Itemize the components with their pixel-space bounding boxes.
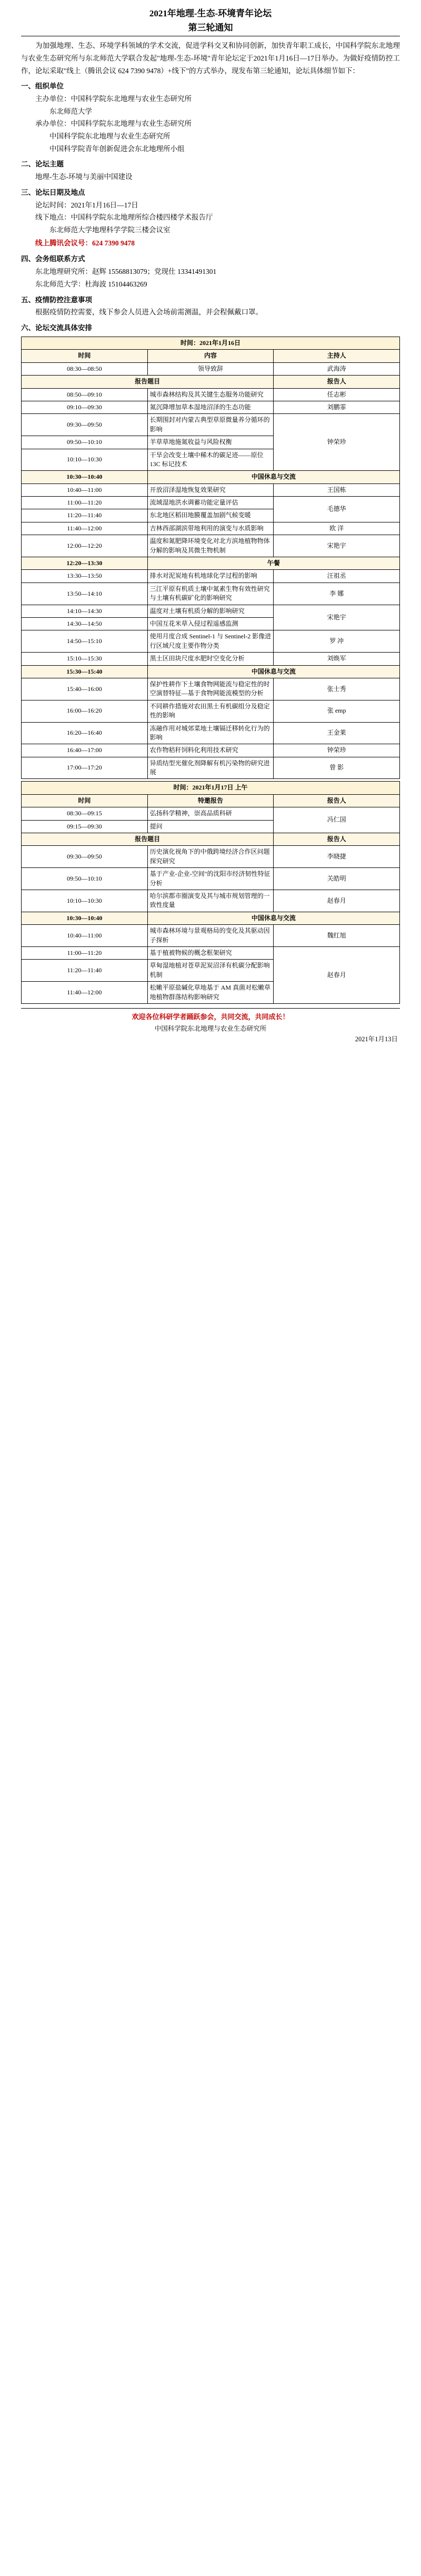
section-line: 中国科学院东北地理与农业生态研究所 xyxy=(49,132,171,141)
document-title xyxy=(21,6,400,36)
cell-content: 羊草草地施氮收益与风险权衡 xyxy=(147,436,274,449)
cell-time: 09:50—10:10 xyxy=(22,868,148,890)
cell-time: 16:20—16:40 xyxy=(22,722,148,744)
table-row-break xyxy=(22,665,400,678)
table-row xyxy=(22,946,400,959)
section-line: 线下地点：中国科学院东北地理所综合楼四楼学术报告厅 xyxy=(35,213,213,222)
section-organizers xyxy=(21,81,400,155)
cell-break-label: 午餐 xyxy=(147,557,399,570)
online-meeting-id: 线上腾讯会议号：624 7390 9478 xyxy=(35,239,135,247)
title-line-1: 2021年地理-生态-环境青年论坛 xyxy=(149,8,272,18)
table-row xyxy=(22,388,400,401)
cell-report-title-band: 报告题目 xyxy=(22,376,274,388)
table-row xyxy=(22,925,400,947)
cell-content: 开放沼泽湿地恢复效果研究 xyxy=(147,483,274,496)
table-row-break xyxy=(22,471,400,483)
cell-chair: 赵春月 xyxy=(274,946,400,1003)
section-line: 东北师范大学：杜海波 15104463269 xyxy=(35,280,147,288)
table-row xyxy=(22,401,400,413)
section-line: 东北师范大学 xyxy=(49,107,92,115)
cell-time: 16:00—16:20 xyxy=(22,700,148,722)
cell-presenter: 刘焕军 xyxy=(274,653,400,665)
cell-presenter-band: 报告人 xyxy=(274,833,400,846)
table-row-day-label xyxy=(22,782,400,794)
cell-presenter: 刘鹏霏 xyxy=(274,401,400,413)
table-row-break xyxy=(22,912,400,924)
section-line: 主办单位：中国科学院东北地理与农业生态研究所 xyxy=(35,95,192,103)
cell-content: 领导致辞 xyxy=(147,362,274,375)
table-row-band xyxy=(22,833,400,846)
table-row xyxy=(22,362,400,375)
column-header-time: 时间 xyxy=(22,350,148,362)
cell-presenter: 张士秀 xyxy=(274,678,400,700)
section-line: 地理-生态-环境与美丽中国建设 xyxy=(35,173,133,181)
cell-break-label: 中国休息与交流 xyxy=(147,471,399,483)
section-line: 论坛时间：2021年1月16日—17日 xyxy=(35,201,138,209)
cell-time: 09:10—09:30 xyxy=(22,401,148,413)
cell-time: 08:30—08:50 xyxy=(22,362,148,375)
cell-content: 中国互花米草入侵过程遥感监测 xyxy=(147,618,274,630)
cell-time: 11:20—11:40 xyxy=(22,960,148,982)
cell-time: 17:00—17:20 xyxy=(22,757,148,779)
section-agenda xyxy=(21,322,400,334)
cell-content: 使用月度合成 Sentinel-1 与 Sentinel-2 影像进行区域尺度主要作物分类 xyxy=(147,630,274,653)
footer-organization: 中国科学院东北地理与农业生态研究所 xyxy=(154,1024,267,1032)
cell-time: 10:30—10:40 xyxy=(22,471,148,483)
cell-time: 11:00—11:20 xyxy=(22,946,148,959)
column-header-keynote: 特邀报告 xyxy=(147,794,274,807)
cell-content: 历史演化视角下的中俄跨境经济合作区问题探究研究 xyxy=(147,846,274,868)
table-row xyxy=(22,807,400,820)
cell-presenter: 李晓捷 xyxy=(274,846,400,868)
section-line: 中国科学院青年创新促进会东北地理所小组 xyxy=(49,144,185,153)
cell-time: 10:40—11:00 xyxy=(22,925,148,947)
cell-presenter: 王金莱 xyxy=(274,722,400,744)
table-row xyxy=(22,535,400,557)
cell-time: 11:40—12:00 xyxy=(22,982,148,1004)
cell-content: 不同耕作措施对农田黑土有机碳组分及稳定性的影响 xyxy=(147,700,274,722)
intro-paragraph: 为加强地理、生态、环境学科领域的学术交流，促进学科交叉和协同创新，加快青年职工成长，中国科学院东北地理与农业生态研究所与东北师范大学联合发起"地理-生态-环境"青年论坛定于2021年1月16日—17日举办。为做好疫情防控工作，论坛采取"线上（腾讯会议 624 7390 9478）+线下"的方式举办，现发布第三轮通知，论坛具体细节如下： xyxy=(21,42,400,75)
cell-presenter: 关皓明 xyxy=(274,868,400,890)
agenda-table-day1 xyxy=(21,337,400,779)
table-row xyxy=(22,522,400,535)
cell-time: 11:00—11:20 xyxy=(22,497,148,509)
footer-welcome-note: 欢迎各位科研学者踊跃参会，共同交流，共同成长！ xyxy=(21,1008,400,1021)
table-row xyxy=(22,497,400,509)
cell-time: 14:10—14:30 xyxy=(22,605,148,617)
cell-presenter: 冯仁国 xyxy=(274,807,400,833)
day-label: 时间：2021年1月16日 xyxy=(22,337,400,350)
cell-time: 08:50—09:10 xyxy=(22,388,148,401)
cell-chair: 宋艳宇 xyxy=(274,605,400,630)
cell-content: 哈尔滨都市圈演变及其与城市规划管理的一致性度量 xyxy=(147,890,274,912)
table-row xyxy=(22,605,400,617)
column-header-presenter: 报告人 xyxy=(274,794,400,807)
cell-time: 14:50—15:10 xyxy=(22,630,148,653)
table-row xyxy=(22,678,400,700)
cell-time: 08:30—09:15 xyxy=(22,807,148,820)
cell-break-label: 中国休息与交流 xyxy=(147,912,399,924)
cell-time: 16:40—17:00 xyxy=(22,744,148,757)
cell-presenter: 李 娜 xyxy=(274,583,400,605)
table-row-break xyxy=(22,557,400,570)
cell-content: 东北地区稻田地膜覆盖加剧气候变暖 xyxy=(147,509,274,522)
column-header-content: 内容 xyxy=(147,350,274,362)
document-page xyxy=(11,0,410,1048)
cell-presenter: 钟荣珍 xyxy=(274,744,400,757)
cell-content: 基于产业-企业-空间"的沈阳市经济韧性特征分析 xyxy=(147,868,274,890)
cell-time: 13:30—13:50 xyxy=(22,570,148,583)
cell-time: 11:20—11:40 xyxy=(22,509,148,522)
cell-content: 氮沉降增加草本湿地沼泽的生态功能 xyxy=(147,401,274,413)
table-row xyxy=(22,630,400,653)
table-row xyxy=(22,890,400,912)
table-row-header xyxy=(22,794,400,807)
column-header-time: 时间 xyxy=(22,794,148,807)
section-heading: 五、疫情防控注意事项 xyxy=(21,295,92,304)
cell-time: 09:30—09:50 xyxy=(22,846,148,868)
column-header-host: 主持人 xyxy=(274,350,400,362)
cell-time: 15:40—16:00 xyxy=(22,678,148,700)
table-row xyxy=(22,583,400,605)
cell-presenter-band: 报告人 xyxy=(274,376,400,388)
cell-content: 城市森林结构及其关键生态服务功能研究 xyxy=(147,388,274,401)
section-datetime-venue xyxy=(21,187,400,250)
cell-host: 武海涛 xyxy=(274,362,400,375)
table-row xyxy=(22,700,400,722)
cell-break-label: 中国休息与交流 xyxy=(147,665,399,678)
section-heading: 三、论坛日期及地点 xyxy=(21,188,85,196)
table-row xyxy=(22,868,400,890)
cell-chair: 钟荣珍 xyxy=(274,414,400,471)
section-line: 根据疫情防控需要，线下参会人员进入会场前需测温，并会程佩戴口罩。 xyxy=(35,308,263,317)
cell-content: 流域湿地洪水调蓄功能定量评估 xyxy=(147,497,274,509)
table-row xyxy=(22,653,400,665)
cell-presenter: 欧 洋 xyxy=(274,522,400,535)
cell-time: 10:40—11:00 xyxy=(22,483,148,496)
cell-presenter: 王国栋 xyxy=(274,483,400,496)
cell-content: 温度和氮肥降环境变化对北方滨地植物物体分解的影响及其微生物机制 xyxy=(147,535,274,557)
section-heading: 二、论坛主题 xyxy=(21,160,64,169)
cell-time: 14:30—14:50 xyxy=(22,618,148,630)
section-heading: 一、组织单位 xyxy=(21,82,64,91)
table-row xyxy=(22,722,400,744)
section-heading: 四、会务组联系方式 xyxy=(21,255,85,263)
cell-time: 09:50—10:10 xyxy=(22,436,148,449)
table-row xyxy=(22,846,400,868)
section-heading: 六、论坛交流具体安排 xyxy=(21,324,92,332)
table-row-day-label xyxy=(22,337,400,350)
section-line: 承办单位：中国科学院东北地理与农业生态研究所 xyxy=(35,120,192,128)
cell-presenter: 任志彬 xyxy=(274,388,400,401)
table-row xyxy=(22,757,400,779)
cell-time: 15:10—15:30 xyxy=(22,653,148,665)
cell-content: 草甸湿地植对苍草泥炭沼泽有机碳分配影响机制 xyxy=(147,960,274,982)
cell-content: 冻融作用对城郊菜地土壤镉迁移转化行为的影响 xyxy=(147,722,274,744)
cell-content: 保护性耕作下土壤食物网能流与稳定性的时空演替特征—基于食物网能流模型的分析 xyxy=(147,678,274,700)
section-line: 东北师范大学地理科学学院三楼会议室 xyxy=(49,226,171,234)
cell-time: 10:10—10:30 xyxy=(22,890,148,912)
cell-content: 吉林西部湖滨带地利用的演变与水质影响 xyxy=(147,522,274,535)
cell-time: 09:15—09:30 xyxy=(22,820,148,833)
cell-presenter: 汪祖丞 xyxy=(274,570,400,583)
cell-content: 城市森林环境与景观格局的变化及其驱动因子探析 xyxy=(147,925,274,947)
cell-content: 提问 xyxy=(147,820,274,833)
table-row xyxy=(22,570,400,583)
cell-content: 排水对泥炭地有机地球化学过程的影响 xyxy=(147,570,274,583)
title-line-2: 第三轮通知 xyxy=(188,23,233,33)
table-row-header xyxy=(22,350,400,362)
table-row-band xyxy=(22,376,400,388)
cell-presenter: 曾 影 xyxy=(274,757,400,779)
section-epidemic-notes xyxy=(21,294,400,319)
agenda-table-day2 xyxy=(21,781,400,1003)
footer-date: 2021年1月13日 xyxy=(355,1035,398,1043)
cell-time: 12:20—13:30 xyxy=(22,557,148,570)
section-line: 东北地理研究所：赵辉 15568813079；党现仕 13341491301 xyxy=(35,268,217,276)
cell-content: 长期围封对内蒙古典型草原微量养分循环的影响 xyxy=(147,414,274,436)
cell-presenter: 宋艳宇 xyxy=(274,535,400,557)
cell-presenter: 罗 冲 xyxy=(274,630,400,653)
cell-time: 10:10—10:30 xyxy=(22,449,148,471)
cell-content: 干旱会改变土壤中稀木的碳足迹——原位 13C 标记技术 xyxy=(147,449,274,471)
cell-content: 异质结型光催化剂降解有机污染物的研究进展 xyxy=(147,757,274,779)
cell-content: 黑土区田块尺度水肥时空变化分析 xyxy=(147,653,274,665)
table-row xyxy=(22,483,400,496)
table-row xyxy=(22,744,400,757)
cell-content: 温度对土壤有机质分解的影响研究 xyxy=(147,605,274,617)
cell-time: 12:00—12:20 xyxy=(22,535,148,557)
cell-content: 三江平原有机质土壤中氮素生物有效性研究与土壤有机碳矿化的影响研究 xyxy=(147,583,274,605)
cell-presenter: 张 emp xyxy=(274,700,400,722)
section-contacts xyxy=(21,253,400,290)
section-theme xyxy=(21,159,400,183)
cell-presenter: 赵春月 xyxy=(274,890,400,912)
cell-content: 农作物秸秆饲料化利用技术研究 xyxy=(147,744,274,757)
cell-time: 09:30—09:50 xyxy=(22,414,148,436)
cell-time: 13:50—14:10 xyxy=(22,583,148,605)
cell-time: 11:40—12:00 xyxy=(22,522,148,535)
cell-report-title-band: 报告题目 xyxy=(22,833,274,846)
cell-time: 15:30—15:40 xyxy=(22,665,148,678)
cell-content: 基于植被物候的概念框架研究 xyxy=(147,946,274,959)
cell-chair: 毛德华 xyxy=(274,497,400,522)
cell-content: 松嫩平原盐碱化草地基于 AM 真菌对松嫩草地植物群落结构影响研究 xyxy=(147,982,274,1004)
day-label: 时间：2021年1月17日 上午 xyxy=(22,782,400,794)
cell-time: 10:30—10:40 xyxy=(22,912,148,924)
table-row xyxy=(22,414,400,436)
cell-content: 弘扬科学精神，崇高品质科研 xyxy=(147,807,274,820)
cell-presenter: 魏红旭 xyxy=(274,925,400,947)
